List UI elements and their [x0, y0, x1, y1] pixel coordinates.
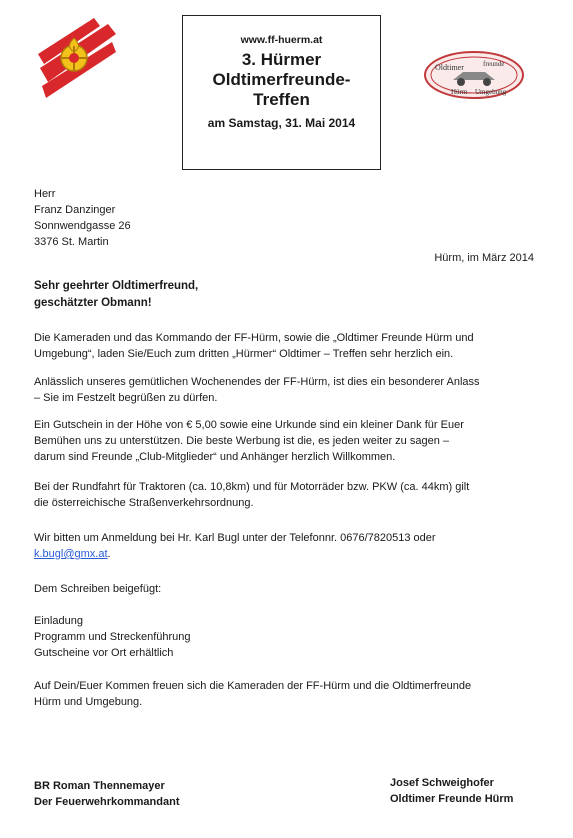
- paragraph-line: Auf Dein/Euer Kommen freuen sich die Kameraden der FF-Hürm und die Oldtimerfreunde: [34, 680, 472, 692]
- signature-role: Der Feuerwehrkommandant: [34, 796, 180, 808]
- signature-left: [34, 778, 179, 810]
- oldtimer-club-logo: [423, 50, 525, 100]
- paragraph-line: Hürm und Umgebung.: [34, 696, 143, 708]
- paragraph-line: – Sie im Festzelt begrüßen zu dürfen.: [34, 392, 218, 404]
- paragraph-occasion: [34, 374, 480, 406]
- email-line: [34, 546, 436, 562]
- event-title-line: 3. Hürmer: [241, 50, 322, 69]
- logo-right-text: Hürm: [451, 88, 468, 96]
- salutation-line: geschätzter Obmann!: [34, 297, 152, 309]
- event-title-line: Oldtimerfreunde-: [212, 70, 351, 89]
- place-date: Hürm, im März 2014: [434, 252, 534, 264]
- enclosure-intro: Dem Schreiben beigefügt:: [34, 583, 162, 595]
- address-line: Herr: [34, 188, 56, 200]
- address-line: 3376 St. Martin: [34, 236, 109, 248]
- enclosure-item: Einladung: [34, 615, 83, 627]
- event-date: am Samstag, 31. Mai 2014: [207, 116, 356, 130]
- paragraph-registration: [34, 530, 436, 562]
- fire-brigade-logo: [38, 16, 116, 104]
- recipient-address: [34, 186, 131, 250]
- header-box: [182, 15, 381, 170]
- address-line: Sonnwendgasse 26: [34, 220, 131, 232]
- event-title: [183, 50, 380, 110]
- logo-right-text: Oldtimer: [435, 63, 464, 72]
- logo-right-text: Umgebung: [475, 88, 507, 96]
- signature-role: Oldtimer Freunde Hürm: [390, 793, 514, 805]
- paragraph-line: Anlässlich unseres gemütlichen Wochenendes der FF-Hürm, ist dies ein besonderer Anlass: [34, 376, 480, 388]
- paragraph-line: Bei der Rundfahrt für Traktoren (ca. 10,8km) und für Motorräder bzw. PKW (ca. 44km) gilt: [34, 481, 470, 493]
- paragraph-line: Umgebung“, laden Sie/Euch zum dritten „Hürmer“ Oldtimer – Treffen sehr herzlich ein.: [34, 348, 454, 360]
- enclosure-item: Programm und Streckenführung: [34, 631, 191, 643]
- paragraph-line: Wir bitten um Anmeldung bei Hr. Karl Bugl unter der Telefonnr. 0676/7820513 oder: [34, 532, 436, 544]
- email-suffix: .: [107, 548, 111, 560]
- logo-left-text: F.F. HÜRM: [58, 89, 87, 104]
- email-link[interactable]: k.bugl@gmx.at: [34, 548, 108, 560]
- enclosure-item: Gutscheine vor Ort erhältlich: [34, 647, 174, 659]
- header-url: www.ff-huerm.at: [240, 34, 323, 46]
- signature-name: Josef Schweighofer: [390, 777, 494, 789]
- paragraph-line: Die Kameraden und das Kommando der FF-Hürm, sowie die „Oldtimer Freunde Hürm und: [34, 332, 474, 344]
- signature-name: BR Roman Thennemayer: [34, 780, 165, 792]
- paragraph-line: Bemühen uns zu unterstützen. Die beste Werbung ist die, es jeden weiter zu sagen –: [34, 435, 449, 447]
- signature-right: [390, 775, 513, 807]
- paragraph-tour: [34, 479, 469, 511]
- paragraph-line: darum sind Freunde „Club-Mitglieder“ und Anhänger herzlich Willkommen.: [34, 451, 396, 463]
- enclosure-list: [34, 613, 191, 661]
- salutation: [34, 278, 198, 312]
- salutation-line: Sehr geehrter Oldtimerfreund,: [34, 280, 199, 292]
- logo-right-text: freunde: [483, 60, 505, 68]
- paragraph-invitation: [34, 330, 474, 362]
- paragraph-voucher: [34, 417, 464, 465]
- paragraph-line: die österreichische Straßenverkehrsordnung.: [34, 497, 254, 509]
- paragraph-line: Ein Gutschein in der Höhe von € 5,00 sowie eine Urkunde sind ein kleiner Dank für Euer: [34, 419, 464, 431]
- event-title-line: Treffen: [253, 90, 310, 109]
- closing-paragraph: [34, 678, 471, 710]
- address-line: Franz Danzinger: [34, 204, 116, 216]
